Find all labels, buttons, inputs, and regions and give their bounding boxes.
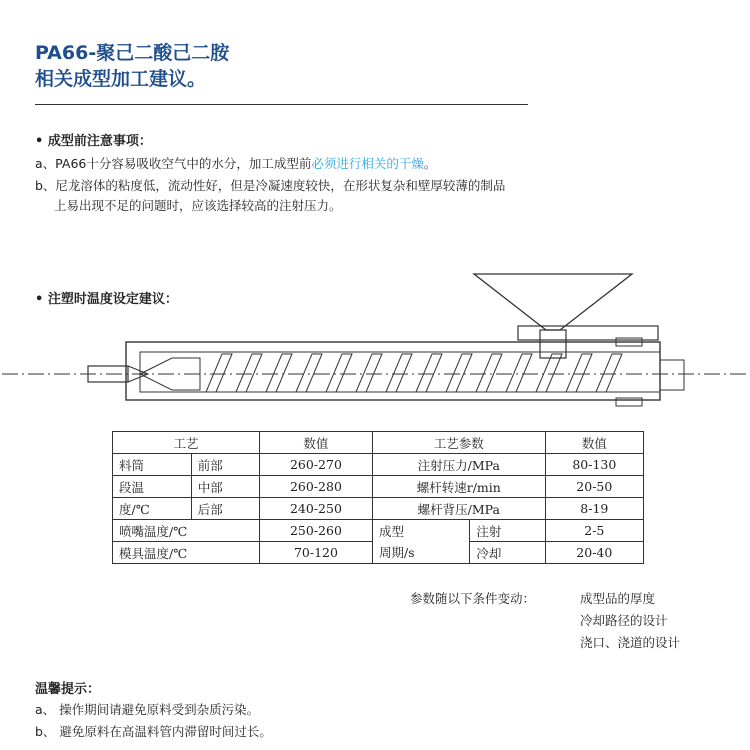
- table-row: [113, 520, 644, 542]
- temperature-heading: • 注塑时温度设定建议：: [35, 292, 178, 307]
- value-cell: 8-19: [545, 498, 643, 520]
- tip-item: b、 避免原料在高温料管内滞留时间过长。: [35, 724, 272, 739]
- condition-item: 浇口、浇道的设计: [580, 635, 681, 650]
- value-cell: 2-5: [545, 520, 643, 542]
- zone-cell: 后部: [191, 498, 259, 520]
- param-cell: 螺杆背压/MPa: [372, 498, 545, 520]
- precaution-a-prefix: a、PA66十分容易吸收空气中的水分，加工成型前: [35, 156, 312, 171]
- nozzle-label-cell: 喷嘴温度/℃: [113, 520, 260, 542]
- table-row: [113, 476, 644, 498]
- precaution-item-a: [35, 154, 436, 172]
- value-cell: 260-270: [259, 454, 372, 476]
- cycle-label-cell: 成型: [372, 520, 469, 542]
- barrel-label-cell: 料筒: [113, 454, 192, 476]
- value-cell: 70-120: [259, 542, 372, 564]
- screw-shaft-end: [660, 360, 684, 390]
- barrel-label-cell: 度/℃: [113, 498, 192, 520]
- table-row: [113, 498, 644, 520]
- precautions-heading: • 成型前注意事项：: [35, 134, 152, 149]
- zone-cell: 中部: [191, 476, 259, 498]
- hopper-shape: [474, 274, 632, 330]
- value-cell: 250-260: [259, 520, 372, 542]
- table-header-cell: 工艺: [113, 432, 260, 454]
- inject-label-cell: 注射: [470, 520, 545, 542]
- mold-label-cell: 模具温度/℃: [113, 542, 260, 564]
- process-parameter-table: [112, 431, 644, 564]
- page-title-line1: PA66-聚己二酸己二胺: [35, 42, 230, 64]
- conditions-label: 参数随以下条件变动：: [410, 591, 536, 606]
- table-row: [113, 542, 644, 564]
- param-cell: 注射压力/MPa: [372, 454, 545, 476]
- precaution-item-b-line1: b、尼龙溶体的粘度低，流动性好，但是冷凝速度较快，在形状复杂和壁厚较薄的制品: [35, 178, 506, 193]
- value-cell: 260-280: [259, 476, 372, 498]
- precaution-a-suffix: 。: [423, 156, 437, 171]
- condition-item: 成型品的厚度: [580, 591, 656, 606]
- precaution-item-b-line2: 上易出现不足的问题时，应该选择较高的注射压力。: [54, 198, 342, 213]
- barrel-label-cell: 段温: [113, 476, 192, 498]
- heater-band-bottom: [616, 398, 642, 406]
- value-cell: 20-50: [545, 476, 643, 498]
- table-header-cell: 数值: [259, 432, 372, 454]
- table-header-cell: 工艺参数: [372, 432, 545, 454]
- table-header-row: [113, 432, 644, 454]
- condition-item: 冷却路径的设计: [580, 613, 668, 628]
- cycle-label-cell: 周期/s: [372, 542, 469, 564]
- param-cell: 螺杆转速r/min: [372, 476, 545, 498]
- title-divider: [35, 104, 528, 105]
- tip-item: a、 操作期间请避免原料受到杂质污染。: [35, 702, 260, 717]
- page-title-line2: 相关成型加工建议。: [35, 68, 207, 90]
- table-row: [113, 454, 644, 476]
- precaution-a-highlight: 必须进行相关的干燥: [311, 156, 424, 171]
- zone-cell: 前部: [191, 454, 259, 476]
- screw-flights: [206, 354, 622, 392]
- tips-heading: 温馨提示：: [35, 682, 101, 697]
- injection-barrel-diagram: [0, 262, 750, 422]
- cool-label-cell: 冷却: [470, 542, 545, 564]
- value-cell: 20-40: [545, 542, 643, 564]
- table-header-cell: 数值: [545, 432, 643, 454]
- value-cell: 240-250: [259, 498, 372, 520]
- value-cell: 80-130: [545, 454, 643, 476]
